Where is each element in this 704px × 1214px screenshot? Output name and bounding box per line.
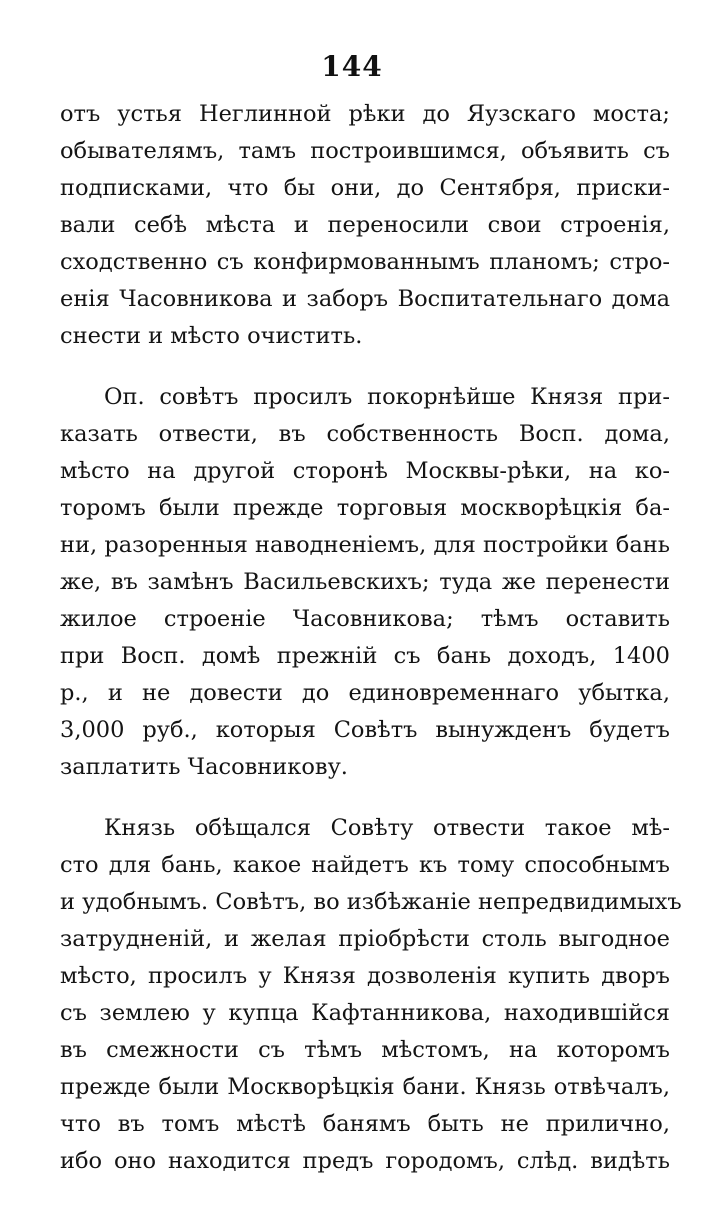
text-line: ибо оно находится предъ городомъ, слѣд. видѣть (60, 1148, 670, 1174)
text-line: въ смежности съ тѣмъ мѣстомъ, на которомъ (60, 1037, 670, 1063)
text-line: жилое строеніе Часовникова; тѣмъ оставить (60, 606, 670, 632)
text-line: заплатить Часовникову. (60, 754, 348, 780)
text-line: сходственно съ конфирмованнымъ планомъ; стро- (60, 249, 670, 275)
text-line: Оп. совѣтъ просилъ покорнѣйше Князя при- (104, 384, 670, 410)
text-line: прежде были Москворѣцкія бани. Князь отвѣчалъ, (60, 1074, 670, 1100)
text-line: съ землею у купца Кафтанникова, находившійся (60, 1000, 670, 1026)
text-line: 3,000 руб., которыя Совѣтъ вынужденъ будетъ (60, 717, 670, 743)
text-line: и удобнымъ. Совѣтъ, во избѣжаніе непредвидимыхъ (60, 889, 682, 915)
text-line: затрудненій, и желая пріобрѣсти столь выгодное (60, 926, 670, 952)
text-line: вали себѣ мѣста и переносили свои строенія, (60, 212, 670, 238)
text-line: подписками, что бы они, до Сентября, приски- (60, 175, 670, 201)
page-number: 144 (321, 50, 383, 83)
text-line: мѣсто на другой сторонѣ Москвы-рѣки, на ко- (60, 458, 670, 484)
text-line: отъ устья Неглинной рѣки до Яузскаго моста; (60, 101, 670, 127)
text-line: казать отвести, въ собственность Восп. дома, (60, 421, 670, 447)
text-line: снести и мѣсто очистить. (60, 323, 363, 349)
text-line: Князь обѣщался Совѣту отвести такое мѣ- (104, 815, 670, 841)
text-line: сто для бань, какое найдетъ къ тому способнымъ (60, 852, 670, 878)
text-line: при Восп. домѣ прежній съ бань доходъ, 1400 (60, 643, 670, 669)
text-line: ни, разоренныя наводненіемъ, для постройки бань (60, 532, 670, 558)
text-line: енія Часовникова и заборъ Воспитательнаго дома (60, 286, 670, 312)
text-line: торомъ были прежде торговыя москворѣцкія ба- (60, 495, 670, 521)
paragraph-gap (60, 786, 670, 810)
paragraph-gap (60, 355, 670, 379)
text-line: мѣсто, просилъ у Князя дозволенія купить дворъ (60, 963, 670, 989)
text-line: что въ томъ мѣстѣ банямъ быть не прилично, (60, 1111, 670, 1137)
text-line: обывателямъ, тамъ построившимся, объявить съ (60, 138, 670, 164)
text-line: р., и не довести до единовременнаго убытка, (60, 680, 670, 706)
text-line: же, въ замѣнъ Васильевскихъ; туда же перенести (60, 569, 670, 595)
page-text (60, 96, 682, 1180)
